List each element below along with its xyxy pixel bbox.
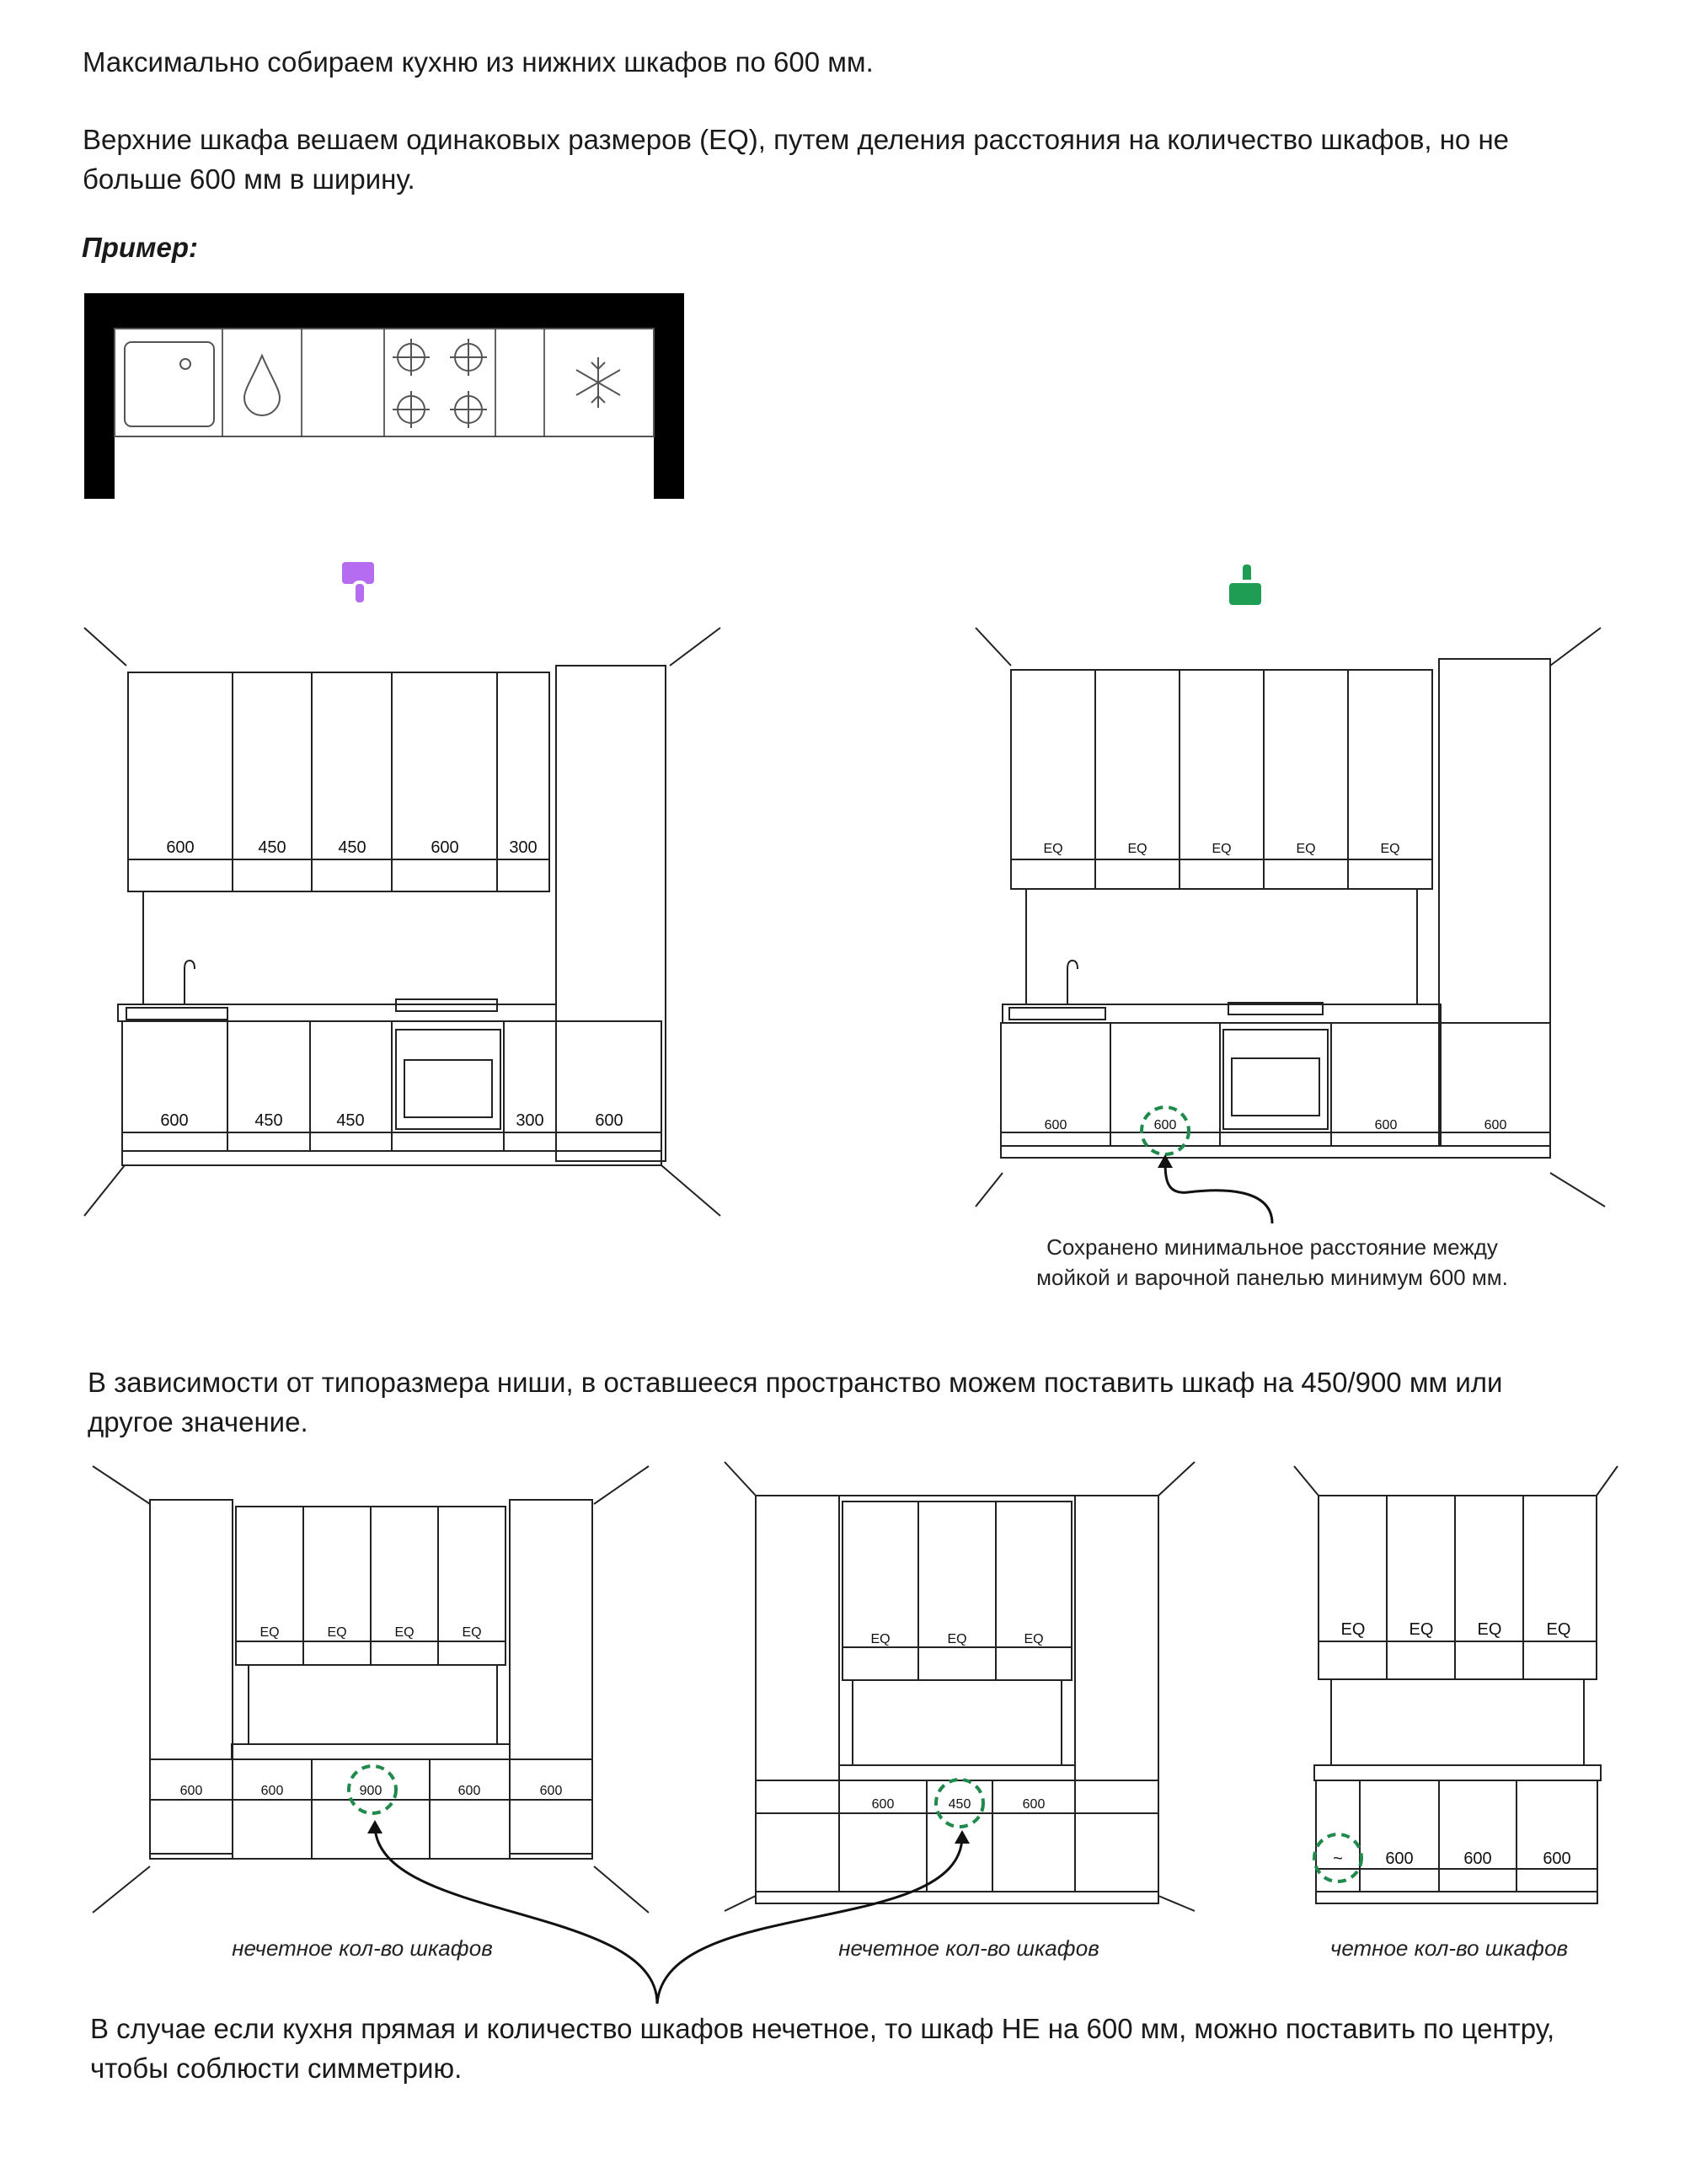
- dim-label: 600: [539, 1784, 563, 1798]
- dim-label: 600: [166, 838, 195, 857]
- dim-label: EQ: [1546, 1620, 1571, 1639]
- example-2-caption: нечетное кол-во шкафов: [838, 1935, 1099, 1961]
- dim-label: 600: [179, 1784, 203, 1798]
- dim-label: 450: [336, 1111, 365, 1130]
- example-1-caption: нечетное кол-во шкафов: [232, 1935, 493, 1961]
- arrow-connector: [375, 1827, 657, 2004]
- dim-label: 450: [254, 1111, 283, 1130]
- dim-label: 600: [457, 1784, 481, 1798]
- dim-label: 450: [948, 1797, 971, 1812]
- dim-label: EQ: [1212, 842, 1232, 856]
- arrow-connector: [657, 1837, 962, 2004]
- example-heading: Пример:: [82, 232, 198, 263]
- dim-label: 600: [1463, 1849, 1492, 1868]
- dim-label: 600: [1022, 1797, 1046, 1812]
- dim-label: EQ: [327, 1625, 347, 1640]
- dim-label: 300: [516, 1111, 544, 1130]
- dim-label: EQ: [1380, 842, 1400, 856]
- dim-label: 450: [258, 838, 286, 857]
- dim-label: 600: [260, 1784, 284, 1798]
- dim-label: EQ: [870, 1632, 891, 1646]
- dim-label: EQ: [1340, 1620, 1366, 1639]
- dim-label: 600: [160, 1111, 189, 1130]
- dim-label: EQ: [1477, 1620, 1502, 1639]
- dim-label: 600: [1374, 1118, 1398, 1132]
- example-3-caption: четное кол-во шкафов: [1329, 1935, 1569, 1961]
- dim-label: EQ: [1127, 842, 1147, 856]
- dim-label: EQ: [1296, 842, 1316, 856]
- dim-label: 600: [595, 1111, 623, 1130]
- dim-label: 900: [359, 1784, 382, 1798]
- dim-label: EQ: [259, 1625, 280, 1640]
- dim-label: 600: [1484, 1118, 1507, 1132]
- dim-label: 600: [1543, 1849, 1571, 1868]
- intro-paragraph: Максимально собираем кухню из нижних шкафов по 600 мм.: [83, 46, 874, 78]
- dim-label: EQ: [947, 1632, 967, 1646]
- dim-label: EQ: [1024, 1632, 1044, 1646]
- dim-label: 600: [871, 1797, 895, 1812]
- minimum-distance-note: Сохранено минимальное расстояние между мойкой и варочной панелью минимум 600 мм.: [1036, 1234, 1508, 1290]
- niche-size-paragraph: В зависимости от типоразмера ниши, в оставшееся пространство можем поставить шкаф на 450/900 мм или другое значение.: [88, 1367, 1503, 1437]
- dim-label: 600: [1044, 1118, 1067, 1132]
- dim-label: 600: [1153, 1118, 1177, 1132]
- symmetry-paragraph: В случае если кухня прямая и количество шкафов нечетное, то шкаф НЕ на 600 мм, можно поставить по центру, чтобы соблюсти симметрию.: [90, 2013, 1555, 2084]
- dim-label: 300: [509, 838, 538, 857]
- dim-label: EQ: [462, 1625, 482, 1640]
- dim-label: EQ: [1043, 842, 1063, 856]
- upper-cabinets-paragraph: Верхние шкафа вешаем одинаковых размеров (EQ), путем деления расстояния на количество шкафов, но не больше 600 мм в ширину.: [83, 124, 1510, 195]
- dim-label: EQ: [1409, 1620, 1434, 1639]
- dim-label: 600: [1385, 1849, 1414, 1868]
- dim-label: EQ: [394, 1625, 415, 1640]
- dim-label: 600: [431, 838, 459, 857]
- dim-label: ~: [1333, 1849, 1343, 1868]
- dim-label: 450: [338, 838, 366, 857]
